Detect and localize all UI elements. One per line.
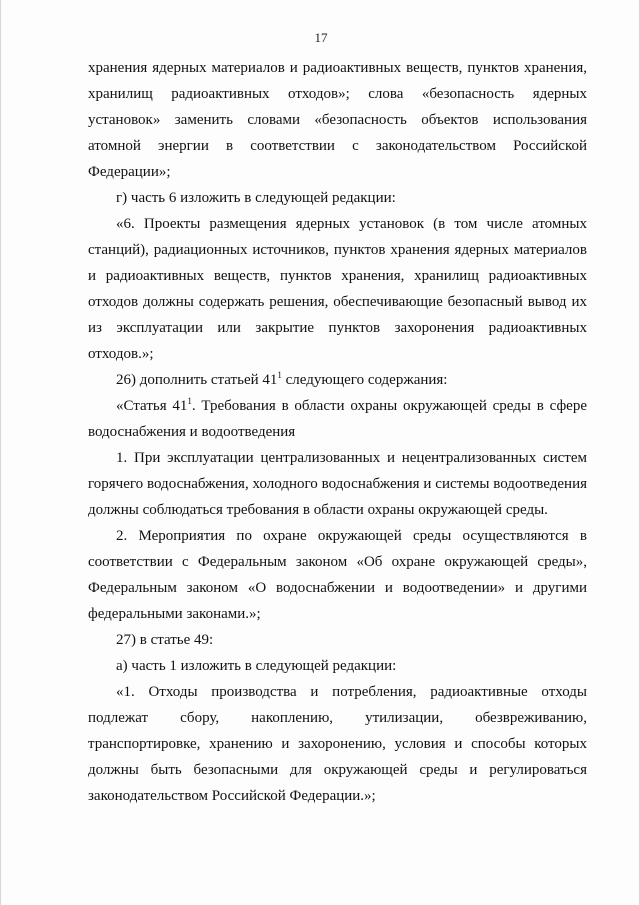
item-26-superscript: 1: [277, 370, 282, 380]
article-heading-superscript: 1: [187, 396, 192, 406]
paragraph-article-41-1-heading: [88, 393, 587, 445]
item-26-text-after: следующего содержания:: [281, 372, 448, 388]
paragraph-article-part-1: 1. При эксплуатации централизованных и нецентрализованных систем горячего водоснабжения, холодного водоснабжения и системы водоотведения должны соблюдаться требования в области охраны окружающей среды.: [88, 450, 587, 518]
document-body: [88, 55, 587, 809]
article-heading-after: . Требования в области охраны окружающей среды в сфере водоснабжения и водоотведения: [88, 398, 587, 440]
item-26-text-before: 26) дополнить статьей 41: [116, 372, 278, 388]
article-heading-before: «Статья 41: [116, 398, 188, 414]
paragraph-continuation: хранения ядерных материалов и радиоактивных веществ, пунктов хранения, хранилищ радиоактивных отходов»; слова «безопасность ядерных установок» заменить словами «безопасность объектов использования атомной энергии в соответствии с законодательством Российской Федерации»;: [88, 60, 587, 180]
paragraph-item-26: [88, 367, 587, 393]
paragraph-part-6: «6. Проекты размещения ядерных установок (в том числе атомных станций), радиационных источников, пунктов хранения ядерных материалов и радиоактивных веществ, пунктов хранения, хранилищ радиоактивных отходов должны содержать решения, обеспечивающие безопасный вывод их из эксплуатации или закрытие пунктов захоронения радиоактивных отходов.»;: [88, 216, 587, 362]
paragraph-part-1: «1. Отходы производства и потребления, радиоактивные отходы подлежат сбору, накоплению, утилизации, обезвреживанию, транспортировке, хранению и захоронению, условия и способы которых должны быть безопасными для окружающей среды и регулироваться законодательством Российской Федерации.»;: [88, 684, 587, 804]
paragraph-item-27: 27) в статье 49:: [116, 632, 214, 648]
page-number: 17: [314, 30, 328, 45]
paragraph-item-a: а) часть 1 изложить в следующей редакции:: [116, 658, 397, 674]
paragraph-article-part-2: 2. Мероприятия по охране окружающей среды осуществляются в соответствии с Федеральным законом «Об охране окружающей среды», Федеральным законом «О водоснабжении и водоотведении» и другими федеральными законами.»;: [88, 528, 587, 622]
paragraph-item-g: г) часть 6 изложить в следующей редакции:: [116, 190, 396, 206]
